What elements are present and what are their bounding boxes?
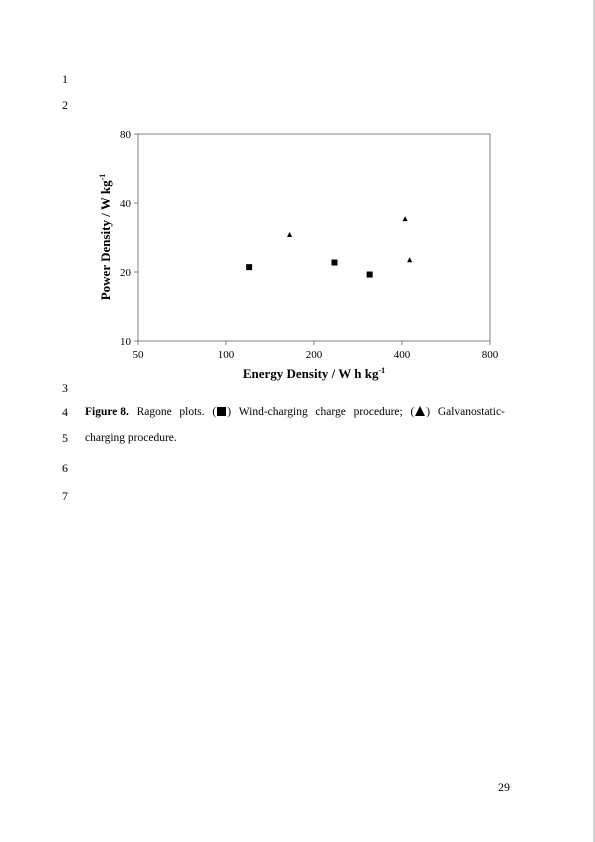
square-data-point [331,260,337,266]
square-data-point [246,264,252,270]
figure-label: Figure 8. [85,406,129,418]
ragone-chart [0,0,595,400]
line-number: 7 [62,489,68,503]
square-data-point [367,272,373,278]
caption-paren: ( [212,406,217,418]
x-axis [133,341,499,361]
page-number: 29 [498,780,510,794]
caption-word: Wind-charging [238,406,308,418]
square-marker-icon [217,407,226,416]
line-number: 6 [62,461,68,475]
caption-word: Galvanostatic- [437,406,505,418]
x-tick-label: 800 [481,349,499,361]
y-axis-label [98,174,113,301]
x-tick-label: 200 [305,349,323,361]
caption-word: plots. [179,406,205,418]
caption-word: procedure; [353,406,403,418]
x-axis-label [243,366,385,381]
triangle-data-point [287,232,292,237]
x-tick-label: 400 [393,349,411,361]
y-tick-label: 80 [120,129,131,141]
triangle-data-point [403,216,408,221]
y-tick-label: 20 [120,267,131,279]
y-axis [120,129,138,348]
line-number: 4 [62,405,68,419]
caption-paren: ) [227,406,232,418]
line-number: 5 [62,431,68,445]
caption-word: Ragone [136,406,172,418]
x-tick-label: 50 [132,349,144,361]
triangle-data-point [407,257,412,262]
x-axis-label-sup: -1 [378,366,386,375]
line-number: 1 [62,72,68,86]
figure-caption-line-2: charging procedure. [85,432,177,444]
y-tick-label: 40 [120,198,131,210]
caption-paren: ) [426,406,431,418]
plot-frame [138,134,490,341]
caption-square-marker-ref [212,405,231,419]
x-tick-label: 100 [217,349,235,361]
caption-triangle-marker-ref [410,405,430,419]
triangle-marker-icon [415,406,425,416]
x-axis-label-text: Energy Density / W h kg [242,366,379,381]
y-axis-label-text: Power Density / W kg [98,180,113,301]
y-tick-label: 10 [120,336,131,348]
data-points [246,216,412,277]
figure-caption-line-1 [85,405,505,419]
caption-paren: ( [410,406,415,418]
line-number: 2 [62,98,68,112]
line-number: 3 [62,381,68,395]
caption-word: charge [315,406,346,418]
y-axis-label-sup: -1 [98,173,107,181]
